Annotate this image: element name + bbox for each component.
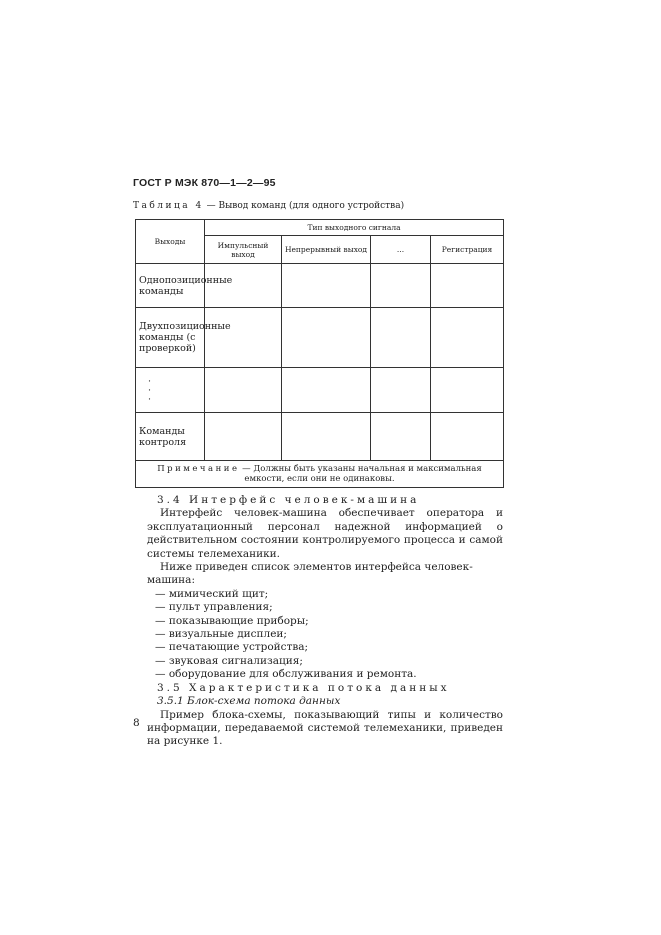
row-label: Однопозиционные команды bbox=[136, 264, 205, 308]
list-item: — визуальные дисплеи; bbox=[155, 628, 287, 641]
commands-table bbox=[135, 219, 504, 488]
row-label: · · · bbox=[136, 368, 205, 413]
page-number: 8 bbox=[133, 717, 140, 729]
note-label: Примечание bbox=[157, 464, 240, 474]
list-item: — мимический щит; bbox=[155, 587, 269, 600]
section-heading: 3.5 Характеристика потока данных bbox=[157, 681, 450, 694]
row-label: Двухпозиционные команды (с проверкой) bbox=[136, 308, 205, 368]
group-header: Тип выходного сигнала bbox=[205, 220, 504, 236]
list-item: — показывающие приборы; bbox=[155, 614, 309, 627]
list-item: — оборудование для обслуживания и ремонта. bbox=[155, 668, 417, 681]
column-header: Регистрация bbox=[431, 236, 504, 264]
column-header: Импульсный выход bbox=[205, 236, 282, 264]
section-heading: 3.4 Интерфейс человек-машина bbox=[157, 494, 420, 506]
row-label: Команды контроля bbox=[136, 413, 205, 461]
table-row bbox=[136, 413, 504, 461]
column-header: ... bbox=[371, 236, 431, 264]
paragraph: Ниже приведен список элементов интерфейса человек-машина: bbox=[147, 561, 473, 587]
table-caption-title: — Вывод команд (для одного устройства) bbox=[203, 201, 405, 211]
body-text bbox=[147, 494, 503, 749]
list-item: — звуковая сигнализация; bbox=[155, 654, 303, 667]
document-header: ГОСТ Р МЭК 870—1—2—95 bbox=[133, 177, 276, 189]
list-item: — печатающие устройства; bbox=[155, 641, 309, 654]
subsection-heading: 3.5.1 Блок-схема потока данных bbox=[157, 695, 341, 708]
paragraph: Интерфейс человек-машина обеспечивает оператора и эксплуатационный персонал надежной информацией о действительном состоянии контролируемого процесса и самой системы телемеханики. bbox=[147, 507, 503, 560]
table-row bbox=[136, 368, 504, 413]
note-text: — Должны быть указаны начальная и максимальная емкости, если они не одинаковы. bbox=[239, 464, 482, 484]
column-header: Непрерывный выход bbox=[282, 236, 371, 264]
table-caption-label: Таблица 4 bbox=[133, 201, 204, 211]
table-note bbox=[136, 461, 504, 488]
list-item: — пульт управления; bbox=[155, 601, 273, 614]
table-row bbox=[136, 264, 504, 308]
table-caption bbox=[133, 201, 404, 211]
paragraph: Пример блока-схемы, показывающий типы и количество информации, передаваемой системой телемеханики, приведен на рисунке 1. bbox=[147, 708, 503, 748]
corner-header: Выходы bbox=[136, 220, 205, 264]
table-row bbox=[136, 308, 504, 368]
